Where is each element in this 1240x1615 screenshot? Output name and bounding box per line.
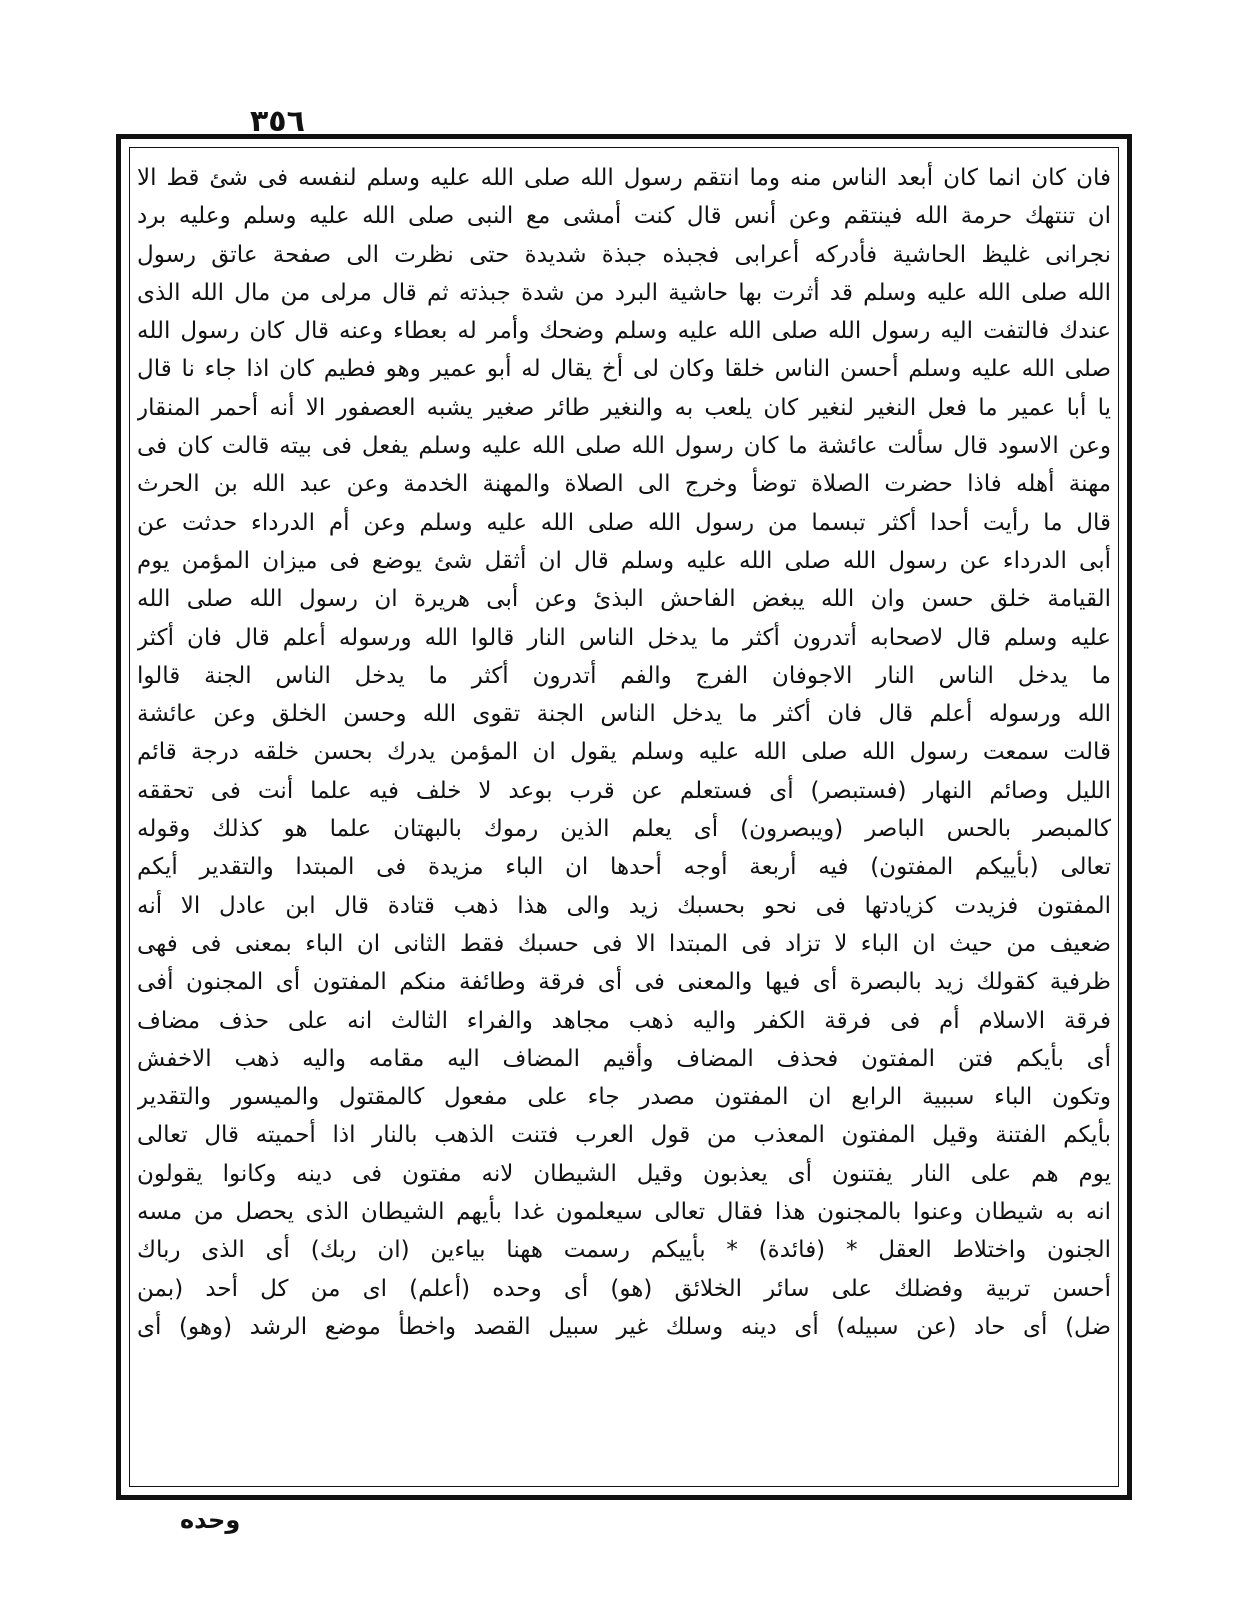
text-line: عندك فالتفت اليه رسول الله صلى الله عليه وسلم وضحك وأمر له بعطاء وعنه قال كان رسول الله	[137, 318, 1111, 345]
text-line: المفتون فزيدت كزيادتها فى نحو بحسبك زيد والى هذا ذهب قتادة قال ابن عادل الا أنه	[137, 892, 1111, 919]
text-line: ضعيف من حيث ان الباء لا تزاد فى المبتدا الا فى حسبك فقط الثانى ان الباء بمعنى فى فهى	[137, 930, 1111, 957]
text-line: نجرانى غليظ الحاشية فأدركه أعرابى فجبذه جبذة شديدة حتى نظرت الى صفحة عاتق رسول	[137, 241, 1111, 268]
text-line: ظرفية كقولك زيد بالبصرة أى فيها والمعنى فى أى فرقة وطائفة منكم المفتون أى المجنون أفى	[137, 969, 1111, 996]
text-line: وعن الاسود قال سألت عائشة ما كان رسول الله صلى الله عليه وسلم يفعل فى بيته قالت كان فى	[137, 433, 1111, 460]
text-line: يوم هم على النار يفتنون أى يعذبون وقيل الشيطان لانه مفتون فى دينه وكانوا يقولون	[137, 1160, 1111, 1187]
text-line: الليل وصائم النهار (فستبصر) أى فستعلم عن قرب بوعد لا خلف فيه علما أنت فى تحققه	[137, 777, 1111, 804]
text-line: تعالى (بأييكم المفتون) فيه أربعة أوجه أحدها ان الباء مزيدة فى المبتدا والتقدير أيكم	[137, 854, 1111, 881]
main-text-block	[137, 159, 1111, 1346]
text-line: يا أبا عمير ما فعل النغير لنغير كان يلعب به والنغير طائر صغير يشبه العصفور الا أنه أحمر المنقار	[137, 394, 1111, 421]
text-line: أبى الدرداء عن رسول الله صلى الله عليه وسلم قال ان أثقل شئ يوضع فى ميزان المؤمن يوم	[137, 547, 1111, 574]
text-line: القيامة خلق حسن وان الله يبغض الفاحش البذئ وعن أبى هريرة ان رسول الله صلى الله	[137, 586, 1111, 613]
text-line: قال ما رأيت أحدا أكثر تبسما من رسول الله صلى الله عليه وسلم وعن أم الدرداء حدثت عن	[137, 509, 1111, 536]
text-line: أحسن تربية وفضلك على سائر الخلائق (هو) أى وحده (أعلم) اى من كل أحد (بمن	[137, 1275, 1111, 1302]
text-line: كالمبصر بالحس الباصر (ويبصرون) أى يعلم الذين رموك بالبهتان علما هو كذلك وقوله	[137, 816, 1111, 843]
text-line: أى بأيكم فتن المفتون فحذف المضاف وأقيم المضاف اليه مقامه واليه ذهب الاخفش	[137, 1045, 1111, 1072]
text-line: ما يدخل الناس النار الاجوفان الفرج والفم أتدرون أكثر ما يدخل الناس الجنة قالوا	[137, 662, 1111, 689]
text-line: قالت سمعت رسول الله صلى الله عليه وسلم يقول ان المؤمن يدرك بحسن خلقه درجة قائم	[137, 739, 1111, 766]
text-line: وتكون الباء سببية الرابع ان المفتون مصدر جاء على مفعول كالمقتول والميسور والتقدير	[137, 1084, 1111, 1111]
text-line: الله صلى الله عليه وسلم قد أثرت بها حاشية البرد من شدة جبذته ثم قال مرلى من مال الله الذى	[137, 279, 1111, 306]
text-line: بأيكم الفتنة وقيل المفتون المعذب من قول العرب فتنت الذهب بالنار اذا أحميته قال تعالى	[137, 1122, 1111, 1149]
text-line: فان كان انما كان أبعد الناس منه وما انتقم رسول الله صلى الله عليه وسلم لنفسه فى شئ قط الا	[137, 165, 1111, 191]
text-line: ان تنتهك حرمة الله فينتقم وعن أنس قال كنت أمشى مع النبى صلى الله عليه وسلم وعليه برد	[137, 203, 1111, 230]
page-border	[116, 134, 1132, 1500]
text-line: مهنة أهله فاذا حضرت الصلاة توضأ وخرج الى الصلاة والمهنة الخدمة وعن عبد الله بن الحرث	[137, 471, 1111, 498]
text-line: عليه وسلم قال لاصحابه أتدرون أكثر ما يدخل الناس النار قالوا الله ورسوله أعلم قال فان أكثر	[137, 624, 1111, 651]
text-line: ضل) أى حاد (عن سبيله) أى دينه وسلك غير سبيل القصد واخطأ موضع الرشد (وهو) أى	[137, 1313, 1111, 1340]
text-line: الله ورسوله أعلم قال فان أكثر ما يدخل الناس الجنة تقوى الله وحسن الخلق وعن عائشة	[137, 701, 1111, 728]
text-line: صلى الله عليه وسلم أحسن الناس خلقا وكان لى أخ يقال له أبو عمير وهو فطيم كان اذا جاء نا قال	[137, 356, 1111, 383]
text-line: الجنون واختلاط العقل * (فائدة) * بأييكم رسمت ههنا بياءين (ان ربك) أى الذى رباك	[137, 1237, 1111, 1264]
page-number: ٣٥٦	[250, 104, 305, 139]
catchword: وحده	[180, 1506, 241, 1534]
text-line: انه به شيطان وعنوا بالمجنون هذا فقال تعالى سيعلمون غدا بأيهم الشيطان الذى يحصل من مسه	[137, 1199, 1111, 1226]
text-line: فرقة الاسلام أم فى فرقة الكفر واليه ذهب مجاهد والفراء الثالث انه على حذف مضاف	[137, 1007, 1111, 1034]
